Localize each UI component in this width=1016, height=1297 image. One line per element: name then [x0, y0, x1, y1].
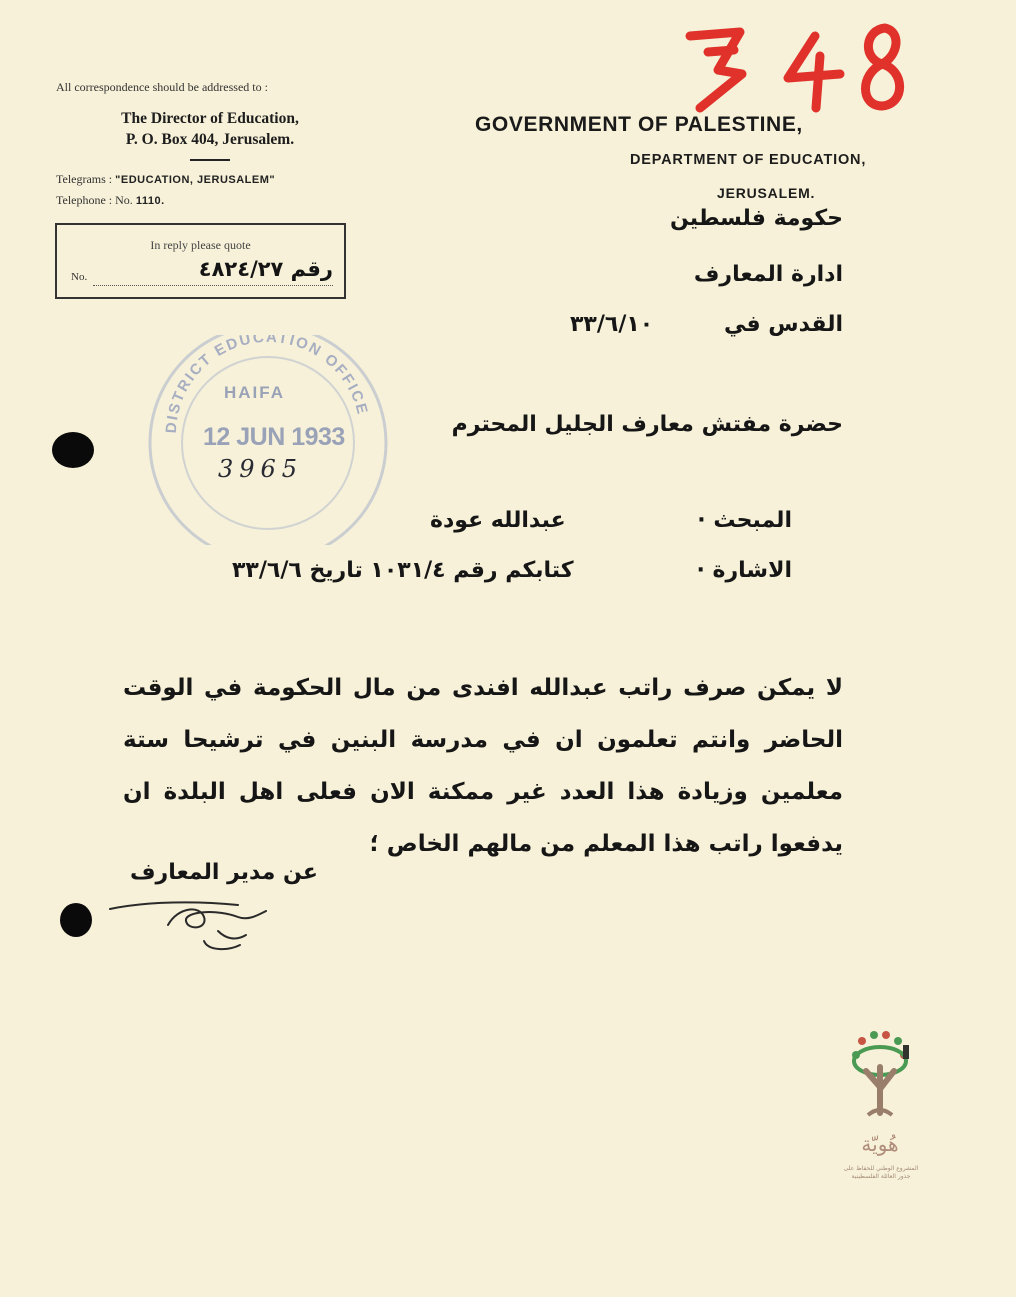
logo-caption	[840, 1165, 922, 1181]
director-line: The Director of Education,	[121, 110, 299, 127]
po-box-line: P. O. Box 404, Jerusalem.	[125, 131, 295, 148]
received-stamp	[140, 335, 395, 545]
punch-hole-top	[52, 432, 94, 468]
logo-name: هُويّة	[861, 1132, 899, 1156]
handwritten-signature	[108, 895, 308, 955]
city-heading: JERUSALEM.	[717, 185, 816, 201]
arabic-department: ادارة المعارف	[693, 262, 843, 287]
reference-label: الاشارة ·	[696, 558, 792, 583]
reply-reference-box	[55, 223, 346, 299]
telephone-line	[56, 193, 165, 208]
punch-hole-bottom	[60, 903, 92, 937]
director-address	[60, 108, 360, 150]
stamp-handwritten-number: 3965	[218, 455, 304, 483]
correspondence-note: All correspondence should be addressed to :	[56, 80, 268, 94]
reference-value: كتابكم رقم ١٠٣١/٤ تاريخ ٣٣/٦/٦	[232, 558, 574, 583]
letter-body: لا يمكن صرف راتب عبدالله افندى من مال الحكومة في الوقت الحاضر وانتم تعلمون ان في مدرسة البنين في ترشيحا ستة معلمين وزيادة هذا العدد غير ممكنة الان فعلى اهل البلدة ان يدفعوا راتب هذا المعلم من مالهم الخاص ؛	[123, 675, 843, 857]
arabic-date-label: القدس في	[723, 312, 843, 337]
heritage-logo	[840, 1022, 920, 1182]
reply-no-label: No.	[71, 271, 88, 283]
logo-caption-line1: المشروع الوطني للحفاظ على	[843, 1165, 919, 1172]
department-heading: DEPARTMENT OF EDUCATION,	[630, 152, 867, 168]
telegrams-value: "EDUCATION, JERUSALEM"	[115, 174, 276, 186]
reply-dotted-line	[93, 285, 333, 286]
reply-caption: In reply please quote	[150, 238, 251, 252]
telegrams-line	[56, 172, 275, 187]
reply-number: رقم ٤٨٢٤/٢٧	[198, 257, 333, 281]
stamp-city: HAIFA	[224, 383, 285, 402]
signature-line: عن مدير المعارف	[130, 860, 318, 885]
telegrams-label: Telegrams :	[56, 172, 116, 186]
telephone-value: 1110.	[135, 195, 165, 207]
stamp-ring-text: DISTRICT EDUCATION OFFICE	[162, 335, 372, 434]
divider	[190, 159, 230, 161]
logo-caption-line2: جذور العائلة الفلسطينية	[851, 1173, 911, 1180]
stamp-date: 12 JUN 1933	[203, 423, 345, 451]
arabic-date-value: ٣٣/٦/١٠	[570, 312, 654, 337]
telephone-label: Telephone : No.	[56, 193, 136, 207]
arabic-government: حكومة فلسطين	[669, 206, 843, 231]
subject-value: عبدالله عودة	[430, 508, 566, 533]
government-heading: GOVERNMENT OF PALESTINE,	[475, 113, 803, 136]
red-archive-number	[670, 8, 930, 118]
subject-label: المبحث ·	[697, 508, 792, 533]
letter-addressee: حضرة مفتش معارف الجليل المحترم	[451, 412, 843, 437]
